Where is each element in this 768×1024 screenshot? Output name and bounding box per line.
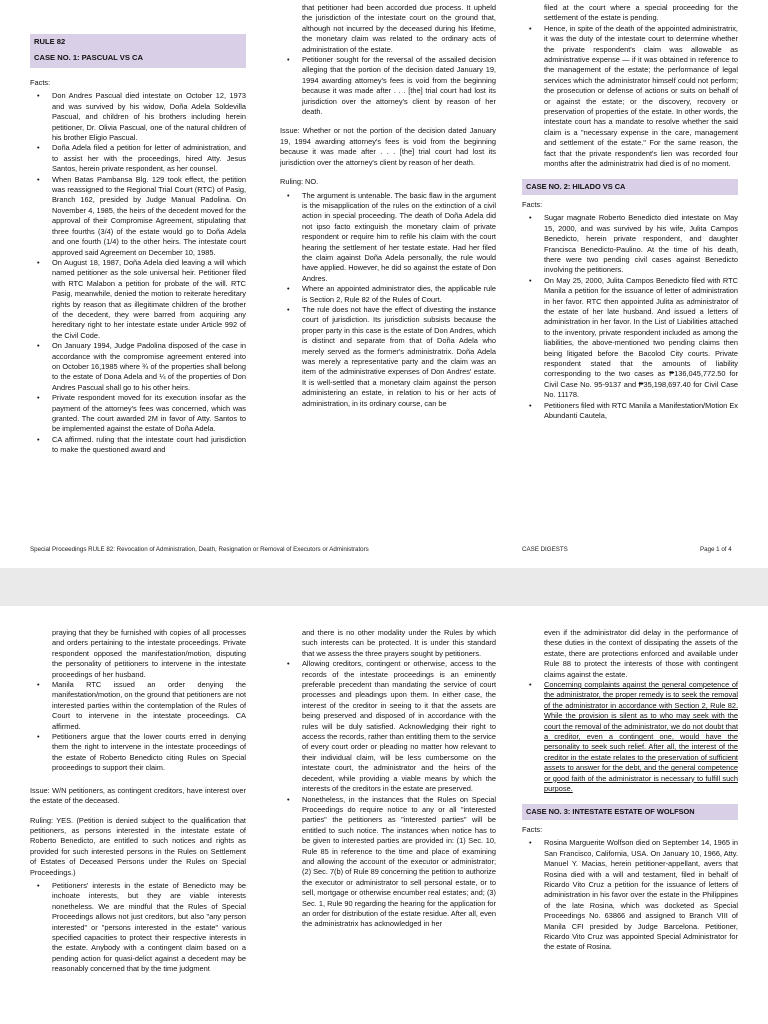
list-item: • The rule does not have the effect of divesting the instance court of jurisdiction. Its jurisdiction subsists because the proper party in this case is the estate of Don Andres, which is distinct and separate from that of Doña Adela who merely served as the former's administratrix. Doña Adela was merely a representative party and the claim was an item of the administrative expenses of Don Andres' estate. It is well-settled that a monetary claim against the person administering an estate, in relation to his or her acts of administration, in its ordinary course, can be <box>302 305 496 409</box>
list-item: • Manila RTC issued an order denying the manifestation/motion, on the ground that petitioners are not interested parties within the contemplation of the Rules of Court to intervene in the intestate proceedings. CA affirmed. <box>52 680 246 732</box>
continued-list <box>30 628 246 774</box>
page2-column-1 <box>30 628 246 1024</box>
list-item: • Hence, in spite of the death of the appointed administratrix, it was the duty of the intestate court to determine whether the private respondent's claim was allowable as administrative expense — if it was obtained in reference to the management of the estate; the performance of legal services which the administrator himself could not perform; the prosecution or defense of actions or suits on behalf of or against the estate; or the discovery, recovery or preservation of properties of the estate. In other words, the intestate court has a mandate to resolve whether the said claim is a "necessary expense in the care, management and settlement of the estate." For the same reason, the fact that the private respondent's lien was recorded four months after the administratrix had died is of no moment. <box>544 24 738 170</box>
list-item: • CA affirmed. ruling that the intestate court had jurisdiction to make the questioned award and <box>52 435 246 456</box>
list-item: • On January 1994, Judge Padolina disposed of the case in accordance with the compromise agreement entered into on October 16,1985 where ¾ of the properties shall belong to the estate of Dona Adela and ¼ of the properties of Don Andres Pascual shall go to his other heirs. <box>52 341 246 393</box>
list-item: • Rosina Marguerite Wolfson died on September 14, 1965 in San Francisco, California, USA. On January 10, 1966, Atty. Manuel Y. Macias, herein petitioner-appellant, avers that Rosina died with a will and testament, filed in behalf of Ricardo Vito Cruz a petition for the issuance of letters of administration in his favor over the estate in the Philippines of the late Rosina, which was docketed as Special Proceedings No. 63866 and assigned to Branch VIII of Manila CFI presided by Judge Barcelona. Petitioner, Ricardo Vito Cruz was appointed Special Administrator for the estate of Rosina. <box>544 838 738 952</box>
issue-text: Issue: Whether or not the portion of the decision dated January 19, 1994 awarding attorney's fees is void from the beginning because it was made after . . . [the] trial court had lost its jurisdiction over the attorney's client by reason of her death. <box>280 126 496 167</box>
list-item: • When Batas Pambansa Blg. 129 took effect, the petition was reassigned to the Regional Trial Court (RTC) of Pasig, Branch 162, presided by Judge Manual Padolina. On November 4, 1985, the heirs of the decedent moved for the approval of their Compromise Agreement, stipulating that three fourths (3/4) of the estate would go to Doña Adela and one fourth (1/4) to the other heirs. The intestate court approved said Agreement on December 10, 1985. <box>52 175 246 258</box>
footer-course-title: Special Proceedings RULE 82: Revocation of Administration, Death, Resignation or Removal of Executors or Administrators <box>30 546 369 553</box>
ruling-list <box>280 191 496 410</box>
rule-title: RULE 82 <box>34 37 66 46</box>
case-title: CASE NO. 3: INTESTATE ESTATE OF WOLFSON <box>522 804 738 820</box>
facts-list <box>522 838 738 952</box>
case-title: CASE NO. 1: PASCUAL VS CA <box>34 53 144 62</box>
list-item: • On May 25, 2000, Julita Campos Benedicto filed with RTC Manila a petition for the issuance of letter of administration in her favor. RTC then appointed Julita as administrator of the estate of her late husband. And issued a letters of administration in her favor. In the List of Liabilities attached to the inventory, private respondent included as among the liabilities, the above-mentioned two pending claims then being litigated before the Bacolod City courts. Private respondent stated that the amounts of liability corresponding to the two cases as ₱136,045,772.50 for Civil Case No. 95-9137 and ₱35,198,697.40 for Civil Case No. 11178. <box>544 276 738 401</box>
list-item: • Private respondent moved for its execution insofar as the payment of the attorney's fees was concerned, which was granted. The court awarded 2M in favor of Atty. Santos to be implemented against the estate of Doña Adela. <box>52 393 246 435</box>
footer-page-number: Page 1 of 4 <box>700 546 732 553</box>
facts-label: Facts: <box>522 824 543 834</box>
footer-section: CASE DIGESTS <box>522 546 568 553</box>
continued-list <box>522 628 738 795</box>
page-gap <box>0 568 768 606</box>
case-title: CASE NO. 2: HILADO VS CA <box>522 179 738 195</box>
page2-column-3 <box>522 628 738 1024</box>
ruling-label: Ruling: NO. <box>280 177 319 187</box>
page1-column-3 <box>522 3 738 538</box>
facts-list <box>30 91 246 455</box>
continued-list <box>280 628 496 930</box>
list-item: • On August 18, 1987, Doña Adela died leaving a will which named petitioner as the sole universal heir. Petitioner filed with RTC Malabon a petition for probate of the will. RTC Pasig, meanwhile, denied the motion to reiterate hereditary rights by reason that as illegitimate children of the brother of the decedent, they were barred from acquiring any hereditary right to her intestate estate under Article 992 of the Civil Code. <box>52 258 246 341</box>
issue-text: Issue: W/N petitioners, as contingent creditors, have interest over the estate of the deceased. <box>30 785 246 806</box>
page2-column-2 <box>280 628 496 1024</box>
list-item: • Allowing creditors, contingent or otherwise, access to the records of the intestate proceedings is an eminently preferable precedent than mandating the service of court processes and pleadings upon them. In either case, the interest of the creditor in seeing to it that the assets are being preserved and disposed of in accordance with the rules will be duly satisfied. Acknowledging their right to access the records, rather than entitling them to the service of every court order or pleading no matter how relevant to their individual claim, will be less cumbersome on the intestate court, the administrator and the heirs of the decedent, while providing a viable means by which the interests of the creditors in the estate are preserved. <box>302 659 496 794</box>
page1-column-1 <box>30 74 246 568</box>
rule-header-band <box>30 34 246 68</box>
continued-list <box>522 3 738 170</box>
facts-list <box>522 213 738 421</box>
list-item: • Petitioners argue that the lower courts erred in denying them the right to intervene in the intestate proceedings of the estate of Roberto Benedicto citing Rules on Special proceedings to support their claim. <box>52 732 246 774</box>
page1-column-2 <box>280 3 496 538</box>
list-item: • The argument is untenable. The basic flaw in the argument is the misapplication of the rules on the extinction of a civil action in special proceeding. The death of Doña Adela did not ipso facto extinguish the monetary claim of private respondent or require him to refile his claim with the court hearing the settlement of her testate estate. Had her filed the claim against Doña Adela personally, the rule would have applied. However, he did so against the estate of Don Andres. <box>302 191 496 285</box>
list-item: even if the administrator did delay in the performance of these duties in the context of dissipating the assets of the estate, there are protections enforced and available under Rule 88 to protect the interests of those with contingent claims against the estate. <box>544 628 738 679</box>
document-page-2 <box>0 606 768 1024</box>
list-item: • Sugar magnate Roberto Benedicto died intestate on May 15, 2000, and was survived by his wife, Julita Campos Benedicto, herein private respondent, and daughter Francisca Benedicto-Paulino. At the time of his death, there were two pending civil cases against Benedicto involving the petitioners. <box>544 213 738 275</box>
list-item: • Petitioners filed with RTC Manila a Manifestation/Motion Ex Abundanti Cautela, <box>544 401 738 422</box>
ruling-list <box>30 881 246 975</box>
list-item: • Doña Adela filed a petition for letter of administration, and to assist her with the proceedings, hired Atty. Jesus Santos, herein private respondent, as her counsel. <box>52 143 246 174</box>
list-item: • Petitioners' interests in the estate of Benedicto may be inchoate interests, but they are viable interests nonetheless. We are mindful that the Rules of Special Proceedings allows not just creditors, but also "any person interested" or "persons interested in the estate" various specified capacities to protect their respective interests in the estate. Anybody with a contingent claim based on a pending action for quasi-delict against a decedent may be reasonably concerned that by the time judgment <box>52 881 246 975</box>
list-item: and there is no other modality under the Rules by which such interests can be protected. It is under this standard that we assess the three prayers sought by petitioners. <box>302 628 496 658</box>
list-item: • Don Andres Pascual died intestate on October 12, 1973 and was survived by his widow, Doña Adela Soldevilla Pascual, and children of his brothers including herein petitioner, Dr. Olivia Pascual, one of the natural children of his brother Eligio Pascual. <box>52 91 246 143</box>
list-item-underlined: • Concerning complaints against the general competence of the administrator, the proper remedy is to seek the removal of the administrator in accordance with Section 2, Rule 82. While the provision is silent as to who may seek with the court the removal of the administrator, we do not doubt that a creditor, even a contingent one, would have the personality to seek such relief. After all, the interest of the creditor in the estate relates to the preservation of sufficient assets to answer for the debt, and the general competence or good faith of the administrator is necessary to fulfill such purpose. <box>544 680 738 794</box>
list-item: • Petitioner sought for the reversal of the assailed decision alleging that the portion of the decision dated January 19, 1994 awarding attorney's fees is void from the beginning because it was made after . . . [the] trial court had lost its jurisdiction over the attorney's client by reason of her death. <box>302 55 496 117</box>
list-item: • Nonetheless, in the instances that the Rules on Special Proceedings do require notice to any or all "interested parties" the petitioners as "interested parties" will be entitled to such notice. The instances when notice has to be given to interested parties are provided in: (1) Sec. 10, Rule 85 in reference to the time and place of examining and allowing the account of the executor or administrator; (2) Sec. 7(b) of Rule 89 concerning the petition to authorize the executor or administrator to sell personal estate, or to sell, mortgage or otherwise encumber real estates; and; (3) Sec. 1, Rule 90 regarding the hearing for the application for an order for distribution of the estate residue. After all, even the administratrix has acknowledged in her <box>302 795 496 930</box>
continued-list <box>280 3 496 117</box>
list-item: praying that they be furnished with copies of all processes and orders pertaining to the intestate proceedings. Private respondent opposed the manifestation/motion, disputing the personality of petitioners to intervene in the intestate proceedings of her husband. <box>52 628 246 679</box>
facts-label: Facts: <box>522 199 543 209</box>
list-item: that petitioner had been accorded due process. It upheld the jurisdiction of the intestate court on the ground that, although not incurred by the deceased during his lifetime, the monetary claim was related to the ordinary acts of administration of the estate. <box>302 3 496 54</box>
facts-label: Facts: <box>30 78 51 87</box>
list-item: • Where an appointed administrator dies, the applicable rule is Section 2, Rule 82 of the Rules of Court. <box>302 284 496 305</box>
list-item: filed at the court where a special proceeding for the settlement of the estate is pending. <box>544 3 738 23</box>
ruling-text: Ruling: YES. (Petition is denied subject to the qualification that petitioners, as persons interested in the intestate estate of Roberto Benedicto, are entitled to such notices and rights as provided for such interested persons in the Rules on Settlement of Estates of Deceased Persons under the Rules on Special Proceedings.) <box>30 815 246 877</box>
